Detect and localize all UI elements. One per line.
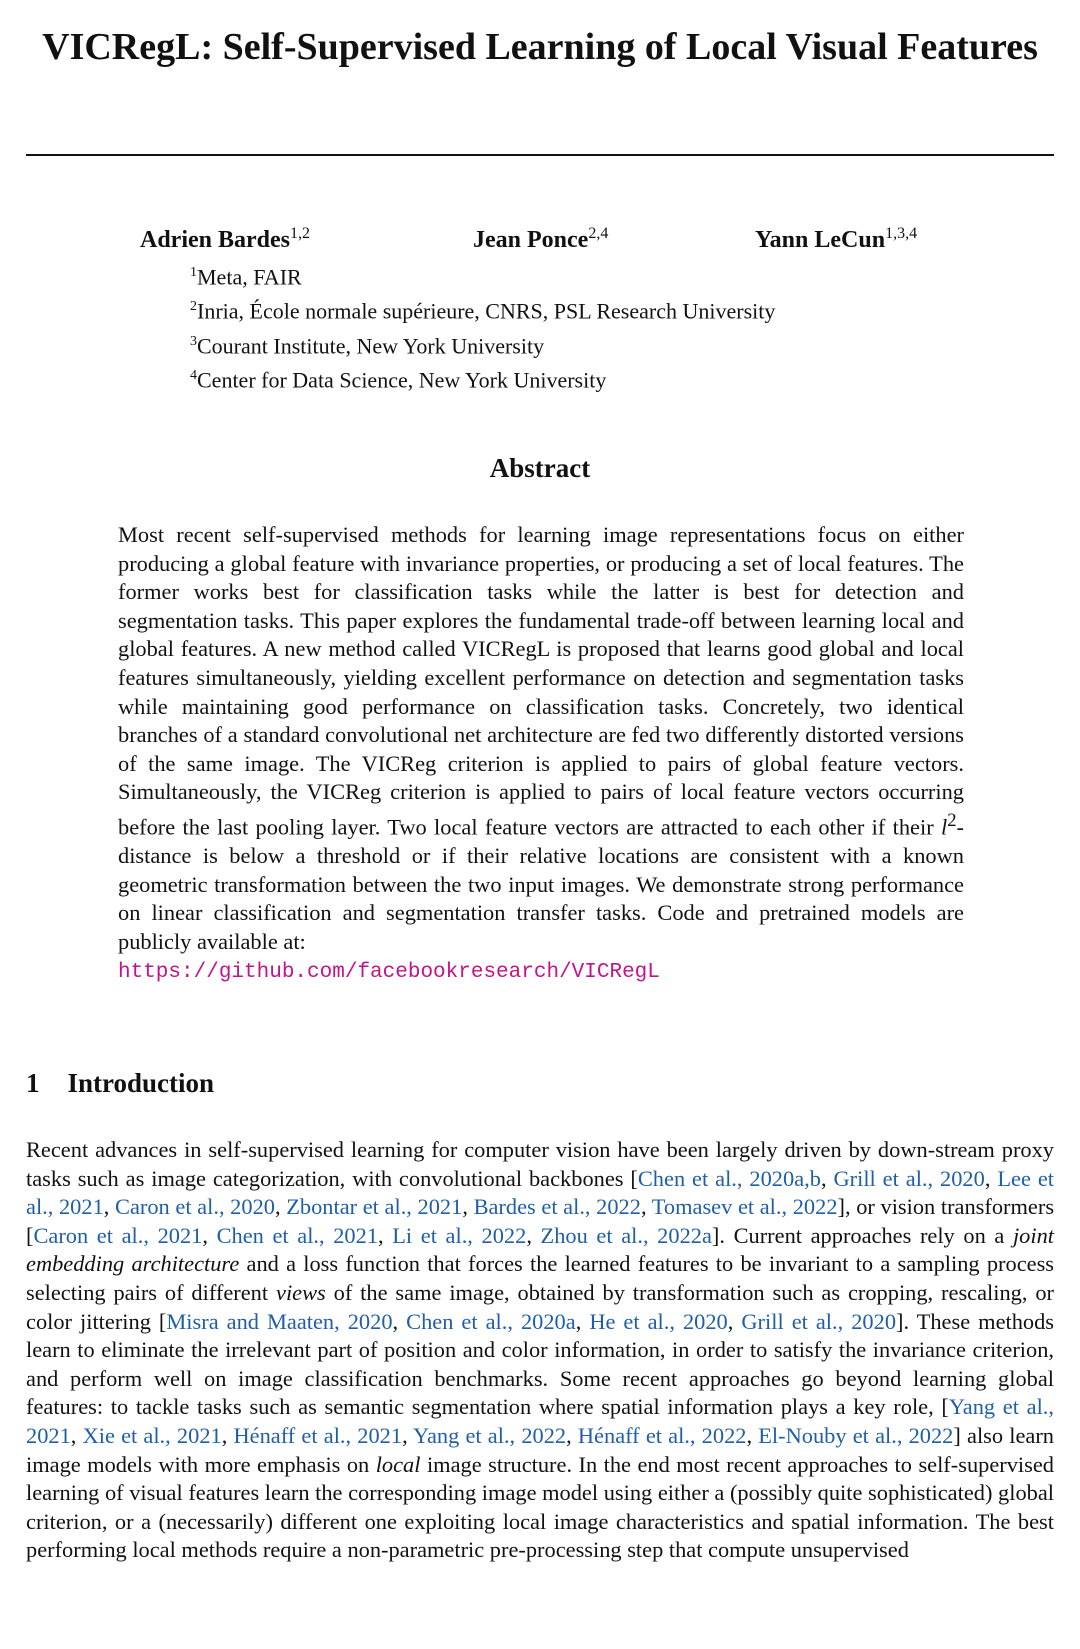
citation-link[interactable]: Hénaff et al., 2021 bbox=[233, 1422, 403, 1448]
emphasis-text: local bbox=[375, 1451, 421, 1477]
author-name: Yann LeCun bbox=[755, 227, 886, 253]
affiliation-number: 1 bbox=[190, 265, 197, 280]
author-lecun bbox=[755, 225, 917, 254]
citation-separator: , bbox=[378, 1222, 393, 1248]
affiliation-text: Inria, École normale supérieure, CNRS, PSL Research University bbox=[197, 298, 776, 324]
citation-link[interactable]: Tomasev et al., 2022 bbox=[651, 1194, 838, 1220]
emphasis-text: joint embedding architecture bbox=[26, 1222, 1055, 1277]
citation-link[interactable]: Xie et al., 2021 bbox=[82, 1422, 222, 1448]
paper-title: VICRegL: Self-Supervised Learning of Local Visual Features bbox=[42, 26, 1038, 68]
citation-separator: , bbox=[462, 1194, 474, 1220]
section-heading bbox=[26, 1068, 214, 1099]
citation-link[interactable]: Chen et al., 2020a,b bbox=[637, 1165, 821, 1191]
section-number: 1 bbox=[26, 1068, 40, 1098]
citation-link[interactable]: Chen et al., 2020a bbox=[406, 1308, 576, 1334]
body-text: ]. Current approaches rely on a bbox=[711, 1222, 1013, 1248]
abstract-text: Most recent self-supervised methods for learning image representations focus on either producing a global feature with invariance properties, or producing a set of local features. The former works best for classification tasks while the latter is best for detection and segmentation tasks. This paper explores the fundamental trade-off between learning local and global features. A new method called VICRegL is proposed that learns good global and local features simultaneously, yielding excellent performance on detection and segmentation tasks while maintaining good performance on classification tasks. Concretely, two identical branches of a standard convolutional net architecture are fed two differently distorted versions of the same image. The VICReg criterion is applied to pairs of global feature vectors. Simultaneously, the VICReg criterion is applied to pairs of local feature vectors occurring before the last pooling layer. Two local feature vectors are attracted to each other if their bbox=[118, 522, 964, 840]
abstract-heading: Abstract bbox=[489, 453, 591, 483]
author-name: Adrien Bardes bbox=[140, 227, 290, 253]
author-ponce bbox=[473, 225, 608, 254]
citation-link[interactable]: Yang et al., 2021 bbox=[26, 1394, 1054, 1448]
body-text: of the same image, obtained by transformation such as cropping, rescaling, or color jittering [ bbox=[26, 1279, 1054, 1334]
affiliation-text: Courant Institute, New York University bbox=[197, 332, 545, 358]
title-rule bbox=[26, 154, 1054, 156]
citation-separator: , bbox=[984, 1165, 998, 1191]
citation-separator: , bbox=[575, 1308, 590, 1334]
affiliation-4 bbox=[190, 361, 775, 395]
section-title: Introduction bbox=[67, 1068, 215, 1098]
body-text: ] also learn image models with more emphasis on bbox=[26, 1422, 1054, 1477]
affiliations bbox=[190, 258, 775, 395]
citation-separator: , bbox=[103, 1194, 116, 1220]
author-affiliation-mark: 1,3,4 bbox=[885, 225, 918, 242]
citation-link[interactable]: Grill et al., 2020 bbox=[741, 1308, 897, 1334]
author-affiliation-mark: 1,2 bbox=[290, 225, 310, 242]
author-name: Jean Ponce bbox=[473, 227, 589, 253]
abstract-text: -distance is below a threshold or if their relative locations are consistent with a known geometric transformation between the two input images. We demonstrate strong performance on linear classification and segmentation transfer tasks. Code and pretrained models are publicly available at: bbox=[118, 814, 964, 954]
citation-separator: , bbox=[820, 1165, 834, 1191]
math-symbol: l bbox=[940, 814, 948, 840]
body-text: and a loss function that forces the learned features to be invariant to a sampling process selecting pairs of different bbox=[26, 1251, 1055, 1305]
affiliation-number: 3 bbox=[190, 333, 197, 349]
citation-link[interactable]: Grill et al., 2020 bbox=[833, 1165, 985, 1191]
author-bardes bbox=[140, 225, 310, 254]
citation-separator: , bbox=[274, 1194, 287, 1220]
math-superscript: 2 bbox=[947, 809, 957, 831]
citation-link[interactable]: Yang et al., 2022 bbox=[413, 1422, 567, 1448]
affiliation-3 bbox=[190, 327, 775, 361]
emphasis-text: views bbox=[276, 1279, 326, 1305]
citation-separator: , bbox=[221, 1422, 234, 1448]
citation-separator: , bbox=[526, 1222, 541, 1248]
affiliation-1 bbox=[190, 258, 775, 292]
author-affiliation-mark: 2,4 bbox=[588, 225, 609, 242]
introduction-paragraph bbox=[26, 1136, 1054, 1565]
body-text: ], or vision transformers [ bbox=[26, 1194, 1055, 1248]
citation-link[interactable]: Zbontar et al., 2021 bbox=[286, 1194, 463, 1220]
citation-link[interactable]: Lee et al., 2021 bbox=[26, 1165, 1054, 1220]
abstract-body bbox=[118, 521, 964, 988]
citation-separator: , bbox=[727, 1308, 742, 1334]
body-text: image structure. In the end most recent approaches to self-supervised learning of visual features learn the corresponding image model using either a (possibly quite sophisticated) global criterion, or a (necessarily) different one exploiting local image characteristics and spatial information. The best performing local methods require a non-parametric pre-processing step that compute unsupervised bbox=[26, 1451, 1054, 1563]
citation-link[interactable]: Misra and Maaten, 2020 bbox=[166, 1308, 393, 1334]
citation-link[interactable]: He et al., 2020 bbox=[589, 1308, 728, 1334]
body-text: ]. These methods learn to eliminate the irrelevant part of position and color information, in order to satisfy the invariance criterion, and perform well on image classification benchmarks. Some recent approaches go beyond learning global features: to tackle tasks such as semantic segmentation where spatial information plays a key role, [ bbox=[26, 1308, 1055, 1420]
citation-separator: , bbox=[202, 1222, 217, 1248]
citation-separator: , bbox=[566, 1422, 578, 1448]
citation-link[interactable]: Hénaff et al., 2022 bbox=[577, 1422, 747, 1448]
affiliation-number: 4 bbox=[190, 367, 197, 383]
citation-separator: , bbox=[402, 1422, 414, 1448]
citation-link[interactable]: Chen et al., 2021 bbox=[216, 1222, 379, 1248]
citation-link[interactable]: El-Nouby et al., 2022 bbox=[758, 1422, 954, 1448]
citation-separator: , bbox=[70, 1422, 83, 1448]
citation-separator: , bbox=[640, 1194, 652, 1220]
body-text: Recent advances in self-supervised learning for computer vision have been largely driven by down-stream proxy tasks such as image categorization, with convolutional backbones [ bbox=[26, 1137, 1054, 1191]
citation-link[interactable]: Caron et al., 2020 bbox=[115, 1194, 275, 1220]
citation-link[interactable]: Caron et al., 2021 bbox=[33, 1222, 203, 1248]
citation-link[interactable]: Zhou et al., 2022a bbox=[540, 1222, 712, 1248]
citation-link[interactable]: Li et al., 2022 bbox=[392, 1222, 527, 1248]
affiliation-number: 2 bbox=[190, 299, 197, 315]
code-link[interactable]: https://github.com/facebookresearch/VICRegL bbox=[118, 961, 660, 985]
affiliation-text: Center for Data Science, New York University bbox=[197, 367, 607, 393]
citation-separator: , bbox=[392, 1308, 407, 1334]
affiliation-2 bbox=[190, 292, 775, 326]
citation-separator: , bbox=[746, 1422, 759, 1448]
affiliation-text: Meta, FAIR bbox=[197, 264, 302, 290]
citation-link[interactable]: Bardes et al., 2022 bbox=[473, 1194, 641, 1220]
